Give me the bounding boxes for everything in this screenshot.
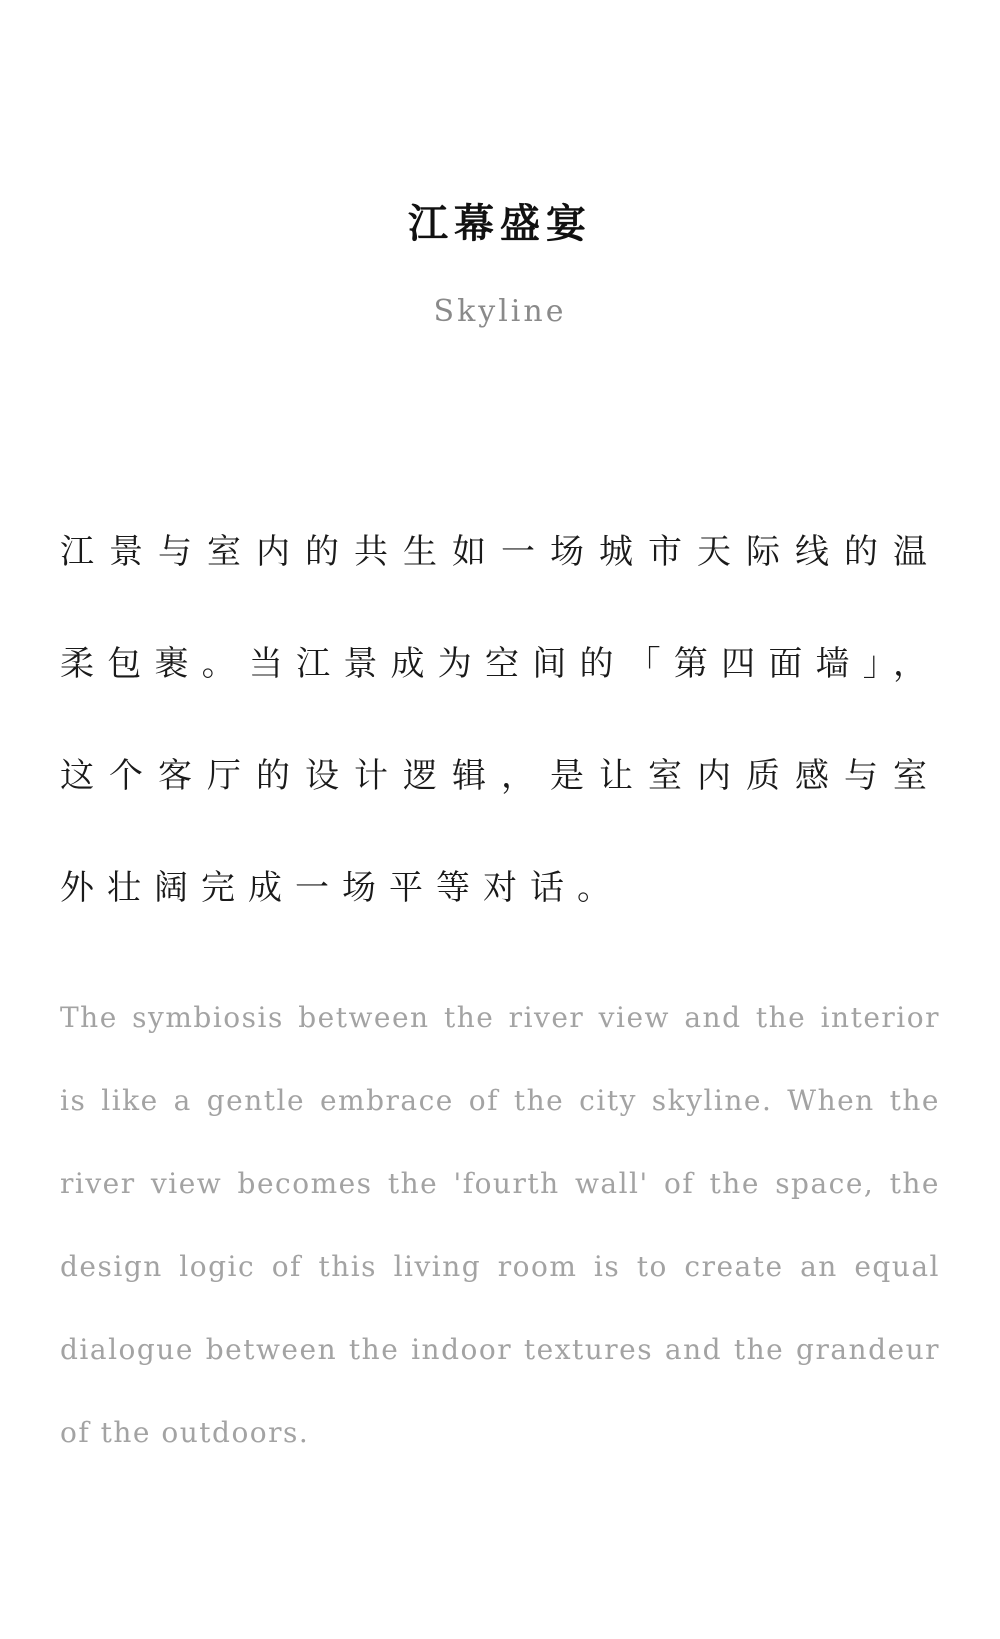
section-subtitle: Skyline — [433, 294, 567, 329]
section-title: 江幕盛宴 — [408, 201, 592, 247]
english-paragraph: The symbiosis between the river view and the interior is like a gentle embrace of the city skyline. When the river view becomes the 'fourth wall' of the space, the design logic of this living room is to create an equal dialogue between the indoor textures and the grandeur of the outdoors. — [60, 1001, 940, 1449]
chinese-paragraph: 江景与室内的共生如一场城市天际线的温柔包裹。当江景成为空间的「第四面墙」，这个客厅的设计逻辑，是让室内质感与室外壮阔完成一场平等对话。 — [60, 532, 940, 908]
